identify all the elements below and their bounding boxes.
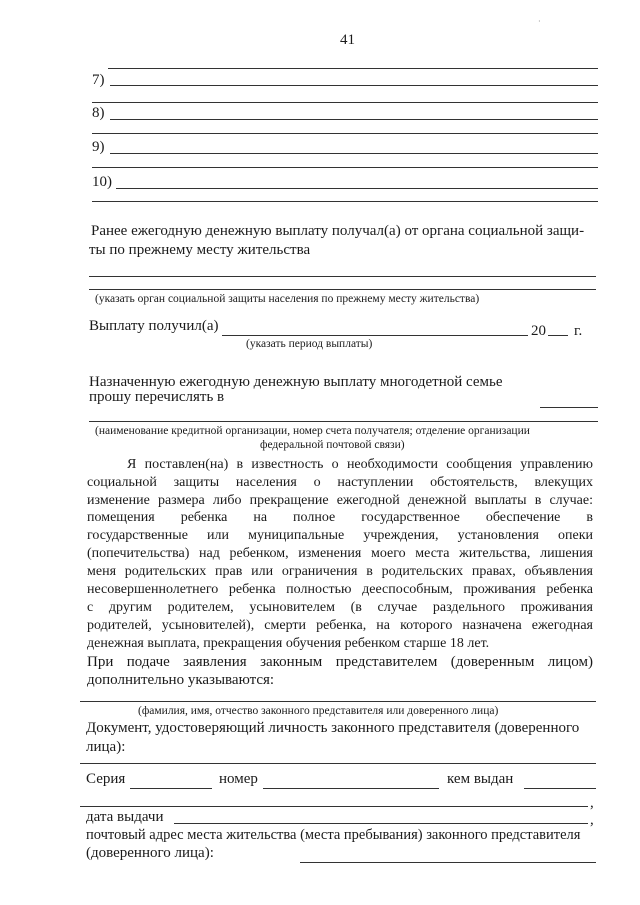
issued-by-field[interactable] bbox=[524, 788, 596, 789]
item-9-line-2[interactable] bbox=[92, 167, 598, 168]
notice-line-1: Я поставлен(на) в известность о необходимости сообщения управлению bbox=[127, 457, 593, 472]
representative-name-field[interactable] bbox=[80, 701, 596, 702]
item-9-label: 9) bbox=[92, 139, 105, 155]
item-6-line bbox=[108, 68, 598, 69]
notice-line-3: изменение размера либо прекращение ежегодной денежной выплаты в случае: bbox=[87, 493, 593, 508]
identity-document-line-2: лица): bbox=[86, 739, 126, 755]
item-9-line[interactable] bbox=[110, 153, 598, 154]
item-7-label: 7) bbox=[92, 72, 105, 88]
transfer-caption-1: (наименование кредитной организации, номер счета получателя; отделение организации bbox=[95, 425, 530, 437]
series-field[interactable] bbox=[130, 788, 212, 789]
notice-line-7: меня родительских прав или ограничения в родительских правах, объявления bbox=[87, 564, 593, 579]
issued-by-comma: , bbox=[590, 795, 594, 811]
previous-payment-caption: (указать орган социальной защиты населения по прежнему месту жительства) bbox=[95, 293, 480, 305]
notice-line-11: денежная выплата, прекращения обучения ребенком старше 18 лет. bbox=[87, 636, 490, 651]
issue-date-label: дата выдачи bbox=[86, 809, 164, 825]
notice-line-8: несовершеннолетнего ребенка полностью дееспособным, проживания ребенка bbox=[87, 582, 593, 597]
payment-received-label: Выплату получил(а) bbox=[89, 318, 219, 334]
number-label: номер bbox=[219, 771, 258, 787]
transfer-line-2: прошу перечислять в bbox=[89, 389, 225, 405]
address-line-2: (доверенного лица): bbox=[86, 845, 214, 861]
notice-line-5: государственные или муниципальные учреждения, установления опеки bbox=[87, 528, 593, 543]
item-8-line-2[interactable] bbox=[92, 133, 598, 134]
previous-payment-line-1: Ранее ежегодную денежную выплату получал(а) от органа социальной защи- bbox=[91, 223, 585, 239]
issued-by-label: кем выдан bbox=[447, 771, 514, 787]
notice-line-9: с другим родителем, усыновителем (в случае раздельного проживания bbox=[87, 600, 593, 615]
previous-payment-line-2: ты по прежнему месту жительства bbox=[89, 242, 311, 258]
transfer-line-1: Назначенную ежегодную денежную выплату многодетной семье bbox=[89, 374, 503, 390]
notice-line-4: помещения ребенка на полное государственное обеспечение в bbox=[87, 510, 593, 525]
address-line-1: почтовый адрес места жительства (места пребывания) законного представителя bbox=[86, 827, 581, 843]
payment-period-field[interactable] bbox=[222, 335, 528, 336]
issue-date-field[interactable] bbox=[174, 823, 588, 824]
issue-date-comma: , bbox=[590, 812, 594, 828]
item-8-label: 8) bbox=[92, 105, 105, 121]
item-7-line-2[interactable] bbox=[92, 102, 598, 103]
transfer-field-line-2[interactable] bbox=[89, 421, 598, 422]
year-field[interactable] bbox=[548, 335, 568, 336]
item-10-label: 10) bbox=[92, 174, 112, 190]
previous-payment-field-line-2[interactable] bbox=[89, 289, 596, 290]
item-7-line[interactable] bbox=[110, 85, 598, 86]
item-8-line[interactable] bbox=[110, 119, 598, 120]
representative-name-caption: (фамилия, имя, отчество законного представителя или доверенного лица) bbox=[138, 705, 499, 717]
transfer-field-line-1[interactable] bbox=[540, 407, 598, 408]
series-label: Серия bbox=[86, 771, 126, 787]
notice-line-10: родителей, усыновителей), смерти ребенка, на которого назначена ежегодная bbox=[87, 618, 593, 633]
year-suffix: г. bbox=[574, 323, 583, 339]
notice-line-6: (попечительства) над ребенком, изменения моего места жительства, лишения bbox=[87, 546, 593, 561]
identity-document-field[interactable] bbox=[80, 763, 596, 764]
transfer-caption-2: федеральной почтовой связи) bbox=[260, 439, 405, 451]
item-10-line-2[interactable] bbox=[92, 201, 598, 202]
issued-by-field-2[interactable] bbox=[80, 806, 588, 807]
page-number: 41 bbox=[340, 32, 355, 48]
year-prefix: 20 bbox=[531, 323, 546, 339]
payment-period-caption: (указать период выплаты) bbox=[246, 338, 373, 350]
address-field[interactable] bbox=[300, 862, 596, 863]
corner-mark: · bbox=[538, 17, 541, 26]
number-field[interactable] bbox=[263, 788, 439, 789]
identity-document-line-1: Документ, удостоверяющий личность законного представителя (доверенного bbox=[86, 720, 580, 736]
notice-line-2: социальной защиты населения о наступлении обстоятельств, влекущих bbox=[87, 475, 593, 490]
representative-line-1: При подаче заявления законным представителем (доверенным лицом) bbox=[87, 654, 593, 670]
previous-payment-field-line-1[interactable] bbox=[89, 276, 596, 277]
item-10-line[interactable] bbox=[116, 188, 598, 189]
representative-line-2: дополнительно указываются: bbox=[87, 672, 275, 688]
